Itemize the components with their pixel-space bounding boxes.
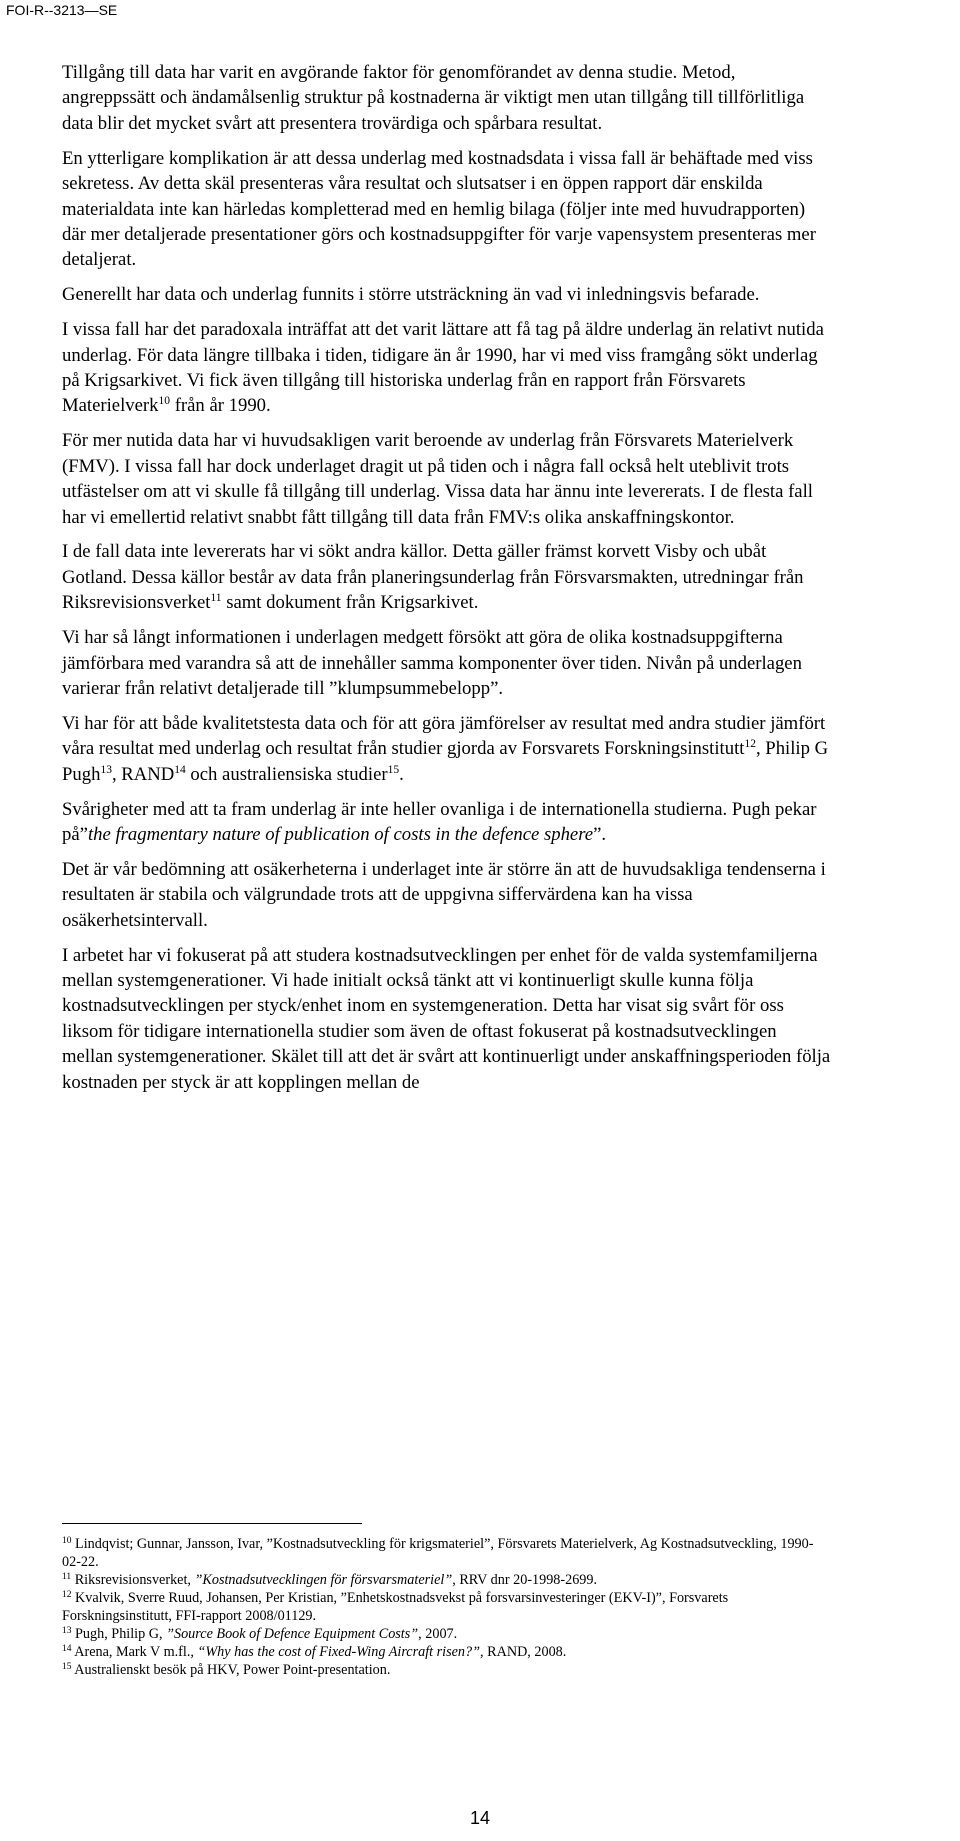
paragraph-text: I vissa fall har det paradoxala inträffat att det varit lättare att få tag på äldre underlag än relativt nutida underlag. För data längre tillbaka i tiden, tidigare än år 1990, har vi med viss framgång sökt underlag på Krigsarkivet. Vi fick även tillgång till historiska underlag från en rapport från Försvarets Materielverk bbox=[62, 319, 824, 417]
paragraph-text: . bbox=[399, 763, 404, 785]
footnote-title: “Why has the cost of Fixed-Wing Aircraft risen?” bbox=[197, 1644, 481, 1660]
paragraph: Generellt har data och underlag funnits i större utsträckning än vad vi inledningsvis befarade. bbox=[62, 284, 760, 306]
paragraph-text: Vi har för att både kvalitetstesta data och för att göra jämförelser av resultat med andra studier jämfört våra resultat med underlag och resultat från studier gjorda av Forsvarets Forskningsinstitutt bbox=[62, 712, 826, 760]
footnote-divider bbox=[62, 1523, 362, 1524]
paragraph-text: och australiensiska studier bbox=[185, 763, 388, 785]
footnote-ref: 10 bbox=[158, 395, 171, 408]
paragraph: Det är vår bedömning att osäkerheterna i underlaget inte är större än att de huvudsakliga tendenserna i resultaten är stabila och välgrundade trots att de uppgivna siffervärdena kan ha vissa osäkerhetsintervall. bbox=[62, 858, 826, 931]
paragraph: I arbetet har vi fokuserat på att studera kostnadsutvecklingen per enhet för de valda systemfamiljerna mellan systemgenerationer. Vi hade initialt också tänkt att vi kontinuerligt skulle kunna följa kostnadsutvecklingen per styck/enhet inom en systemgeneration. Detta har visat sig svårt för oss liksom för tidigare internationella studier som även de oftast fokuserat på kostnadsutvecklingen mellan systemgenerationer. Skälet till att det är svårt att kontinuerligt under anskaffningsperioden följa kostnaden per styck är att kopplingen mellan de bbox=[62, 944, 831, 1093]
footnote-number: 12 bbox=[62, 1590, 72, 1600]
paragraph: För mer nutida data har vi huvudsakligen varit beroende av underlag från Försvarets Materielverk (FMV). I vissa fall har dock underlaget dragit ut på tiden och i några fall också helt uteblivit trots utfästelser om att vi skulle få tillgång till underlag. Vissa data har ännu inte levererats. I de flesta fall har vi emellertid relativt snabbt fått tillgång till data från FMV:s olika anskaffningskontor. bbox=[62, 430, 813, 528]
footnote-text: , RRV dnr 20-1998-2699. bbox=[452, 1572, 598, 1588]
footnote-text: Lindqvist; Gunnar, Jansson, Ivar, ”Kostnadsutveckling för krigsmateriel”, Försvarets Materielverk, Ag Kostnadsutveckling, 1990-02-22. bbox=[62, 1536, 814, 1570]
paragraph: Tillgång till data har varit en avgörande faktor för genomförandet av denna studie. Metod, angreppssätt och ändamålsenlig struktur på kostnaderna är viktigt men utan tillgång till tillförlitliga data blir det mycket svårt att presentera trovärdiga och spårbara resultat. bbox=[62, 62, 805, 134]
footnote-text: Kvalvik, Sverre Ruud, Johansen, Per Kristian, ”Enhetskostnadsvekst på forsvarsinvesteringer (EKV-I)”, Forsvarets Forskningsinstitutt, FFI-rapport 2008/01129. bbox=[62, 1590, 729, 1624]
footnote-number: 11 bbox=[62, 1572, 72, 1582]
footnote bbox=[62, 1661, 832, 1679]
main-text bbox=[62, 60, 832, 1105]
footnote bbox=[62, 1625, 832, 1643]
italic-quote: the fragmentary nature of publication of costs in the defence sphere bbox=[87, 823, 594, 845]
paragraph bbox=[62, 317, 832, 419]
footnote-ref: 14 bbox=[174, 763, 186, 776]
footnote-number: 10 bbox=[62, 1536, 72, 1546]
footnote-text: Australienskt besök på HKV, Power Point-presentation. bbox=[71, 1662, 391, 1678]
paragraph-text: I de fall data inte levererats har vi sökt andra källor. Detta gäller främst korvett Visby och ubåt Gotland. Dessa källor består av data från planeringsunderlag från Försvarsmakten, utredningar från Riksrevisionsverket bbox=[62, 541, 804, 614]
paragraph-text: ”. bbox=[593, 823, 607, 845]
paragraph: Vi har så långt informationen i underlagen medgett försökt att göra de olika kostnadsuppgifterna jämförbara med varandra så att de innehåller samma komponenter över tiden. Nivån på underlagen varierar från relativt detaljerade till ”klumpsummebelopp”. bbox=[62, 627, 802, 699]
footnote-ref: 11 bbox=[210, 592, 222, 605]
footnote-text: , 2007. bbox=[418, 1626, 458, 1642]
footnote bbox=[62, 1535, 832, 1571]
paragraph-text: , RAND bbox=[111, 763, 175, 785]
footnote-text: Pugh, Philip G, bbox=[71, 1626, 167, 1642]
footnotes bbox=[62, 1535, 832, 1679]
footnote-text: Arena, Mark V m.fl., bbox=[71, 1644, 198, 1660]
document-id-header: FOI-R--3213—SE bbox=[6, 2, 118, 18]
page-number: 14 bbox=[469, 1808, 491, 1828]
footnote-ref: 15 bbox=[387, 763, 400, 776]
footnote-text: , RAND, 2008. bbox=[480, 1644, 567, 1660]
footnote-title: ”Source Book of Defence Equipment Costs” bbox=[166, 1626, 419, 1642]
paragraph-text: , Philip G Pugh bbox=[62, 738, 829, 785]
footnote-number: 14 bbox=[62, 1644, 72, 1654]
paragraph bbox=[62, 711, 832, 787]
paragraph-text: samt dokument från Krigsarkivet. bbox=[221, 592, 479, 614]
footnote-text: Riksrevisionsverket, bbox=[71, 1572, 195, 1588]
footnote-number: 15 bbox=[62, 1662, 72, 1672]
paragraph-text: Svårigheter med att ta fram underlag är inte heller ovanliga i de internationella studierna. Pugh pekar på” bbox=[62, 798, 817, 845]
footnote-title: ”Kostnadsutvecklingen för försvarsmateriel” bbox=[194, 1572, 453, 1588]
footnote-ref: 13 bbox=[100, 763, 112, 776]
footnote-number: 13 bbox=[62, 1626, 72, 1636]
paragraph bbox=[62, 539, 832, 615]
footnote bbox=[62, 1589, 832, 1625]
footnote bbox=[62, 1571, 832, 1589]
paragraph bbox=[62, 797, 832, 848]
footnote-ref: 12 bbox=[744, 738, 756, 751]
paragraph-text: från år 1990. bbox=[170, 395, 271, 417]
paragraph: En ytterligare komplikation är att dessa underlag med kostnadsdata i vissa fall är behäftade med viss sekretess. Av detta skäl presenteras våra resultat och slutsatser i en öppen rapport där enskilda materialdata inte kan härledas kompletterad med en hemlig bilaga (följer inte med huvudrapporten) där mer detaljerade presentationer görs och kostnadsuppgifter för varje vapensystem presenteras mer detaljerat. bbox=[62, 147, 816, 271]
footnote bbox=[62, 1643, 832, 1661]
